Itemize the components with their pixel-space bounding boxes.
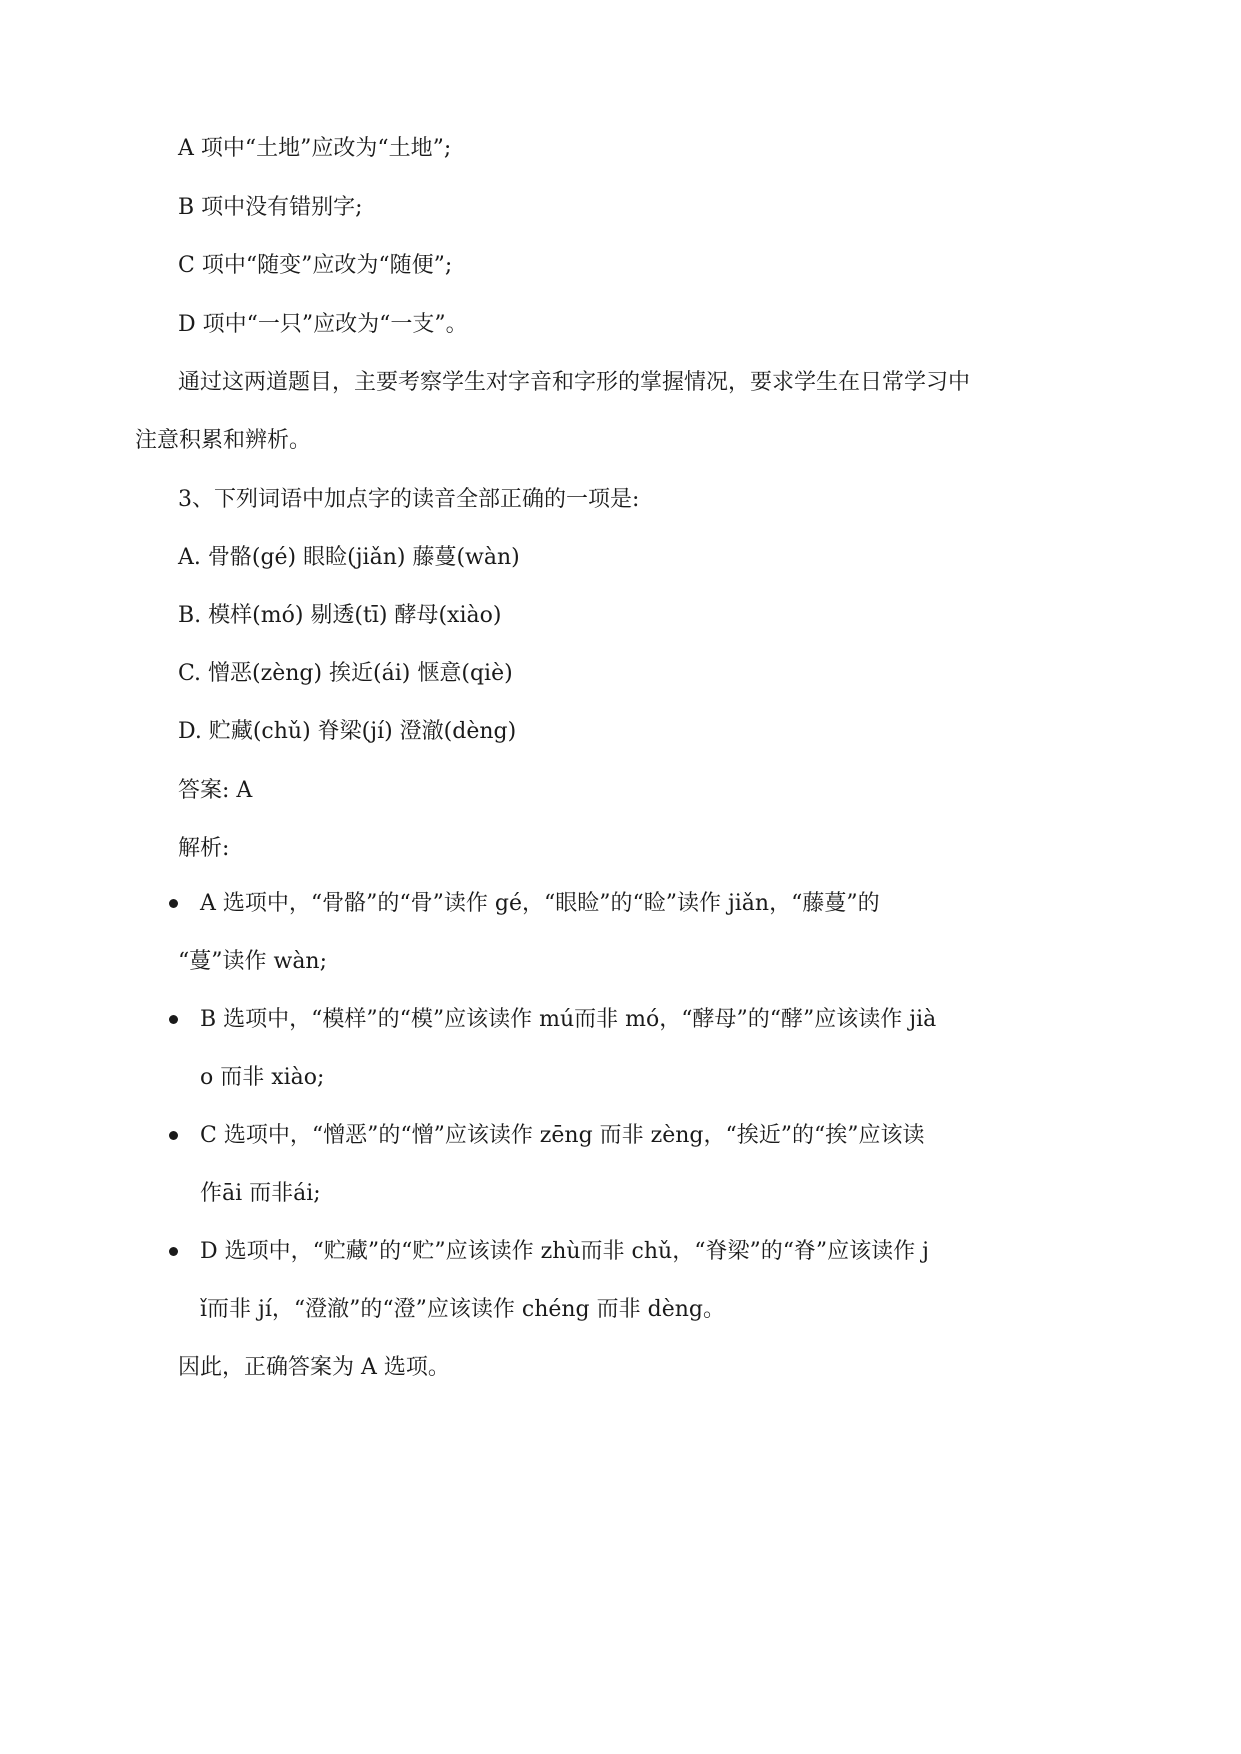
question-stem: 3、下列词语中加点字的读音全部正确的一项是: xyxy=(178,487,640,512)
summary-line-1: 通过这两道题目，主要考察学生对字音和字形的掌握情况，要求学生在日常学习中 xyxy=(178,370,971,395)
conclusion-line: 因此，正确答案为 A 选项。 xyxy=(178,1355,450,1380)
question-option-c: C. 憎恶(zèng) 挨近(ái) 惬意(qiè) xyxy=(178,661,513,686)
review-line-a: A 项中“土地”应改为“土地”; xyxy=(178,136,452,161)
analysis-item-c-line-1: C 选项中，“憎恶”的“憎”应该读作 zēng 而非 zèng，“挨近”的“挨”应该读 xyxy=(200,1123,925,1148)
answer-line: 答案: A xyxy=(178,778,253,803)
analysis-label: 解析: xyxy=(178,836,230,861)
question-option-a: A. 骨骼(gé) 眼睑(jiǎn) 藤蔓(wàn) xyxy=(178,545,520,570)
analysis-item-a-line-1: A 选项中，“骨骼”的“骨”读作 gé，“眼睑”的“睑”读作 jiǎn，“藤蔓”的 xyxy=(200,891,880,916)
bullet-icon xyxy=(169,1131,178,1140)
question-option-d: D. 贮藏(chǔ) 脊梁(jí) 澄澈(dèng) xyxy=(178,719,517,744)
summary-line-2: 注意积累和辨析。 xyxy=(135,428,312,453)
analysis-item-a-line-2: “蔓”读作 wàn; xyxy=(178,949,328,974)
question-option-b: B. 模样(mó) 剔透(tī) 酵母(xiào) xyxy=(178,603,502,628)
analysis-item-d-line-2: ǐ而非 jí，“澄澈”的“澄”应该读作 chéng 而非 dèng。 xyxy=(200,1297,725,1322)
analysis-item-b-line-2: o 而非 xiào; xyxy=(200,1065,325,1090)
analysis-item-b-line-1: B 选项中，“模样”的“模”应该读作 mú而非 mó，“酵母”的“酵”应该读作 jià xyxy=(200,1007,937,1032)
review-line-c: C 项中“随变”应改为“随便”; xyxy=(178,253,453,278)
bullet-icon xyxy=(169,899,178,908)
bullet-icon xyxy=(169,1247,178,1256)
analysis-item-d-line-1: D 选项中，“贮藏”的“贮”应该读作 zhù而非 chǔ，“脊梁”的“脊”应该读作 j xyxy=(200,1239,929,1264)
bullet-icon xyxy=(169,1015,178,1024)
analysis-item-c-line-2: 作āi 而非ái; xyxy=(200,1181,321,1206)
review-line-b: B 项中没有错别字; xyxy=(178,195,363,220)
review-line-d: D 项中“一只”应改为“一支”。 xyxy=(178,312,468,337)
